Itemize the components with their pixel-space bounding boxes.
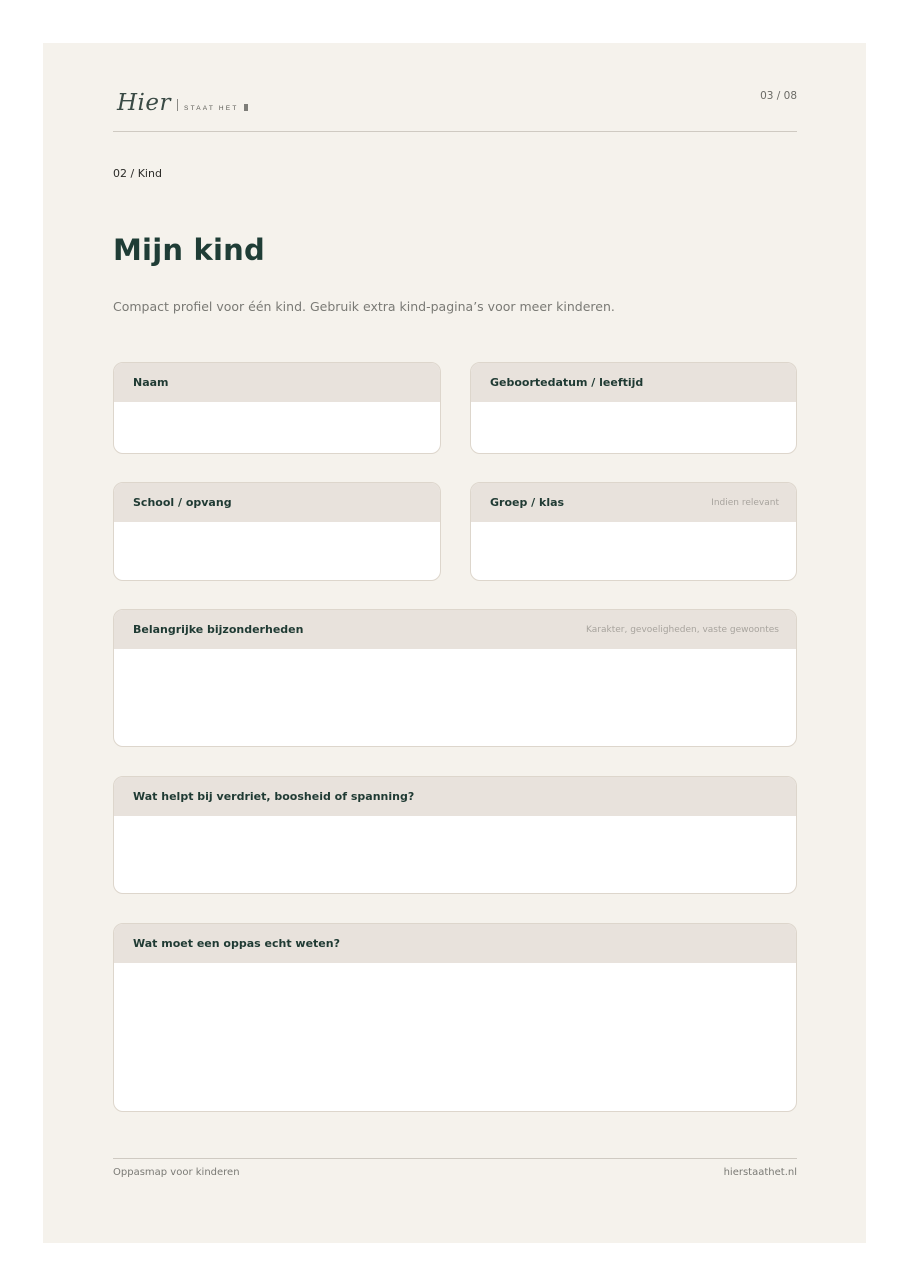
document-page: [43, 43, 866, 1243]
field-geboortedatum[interactable]: [470, 362, 797, 454]
footer-website: hierstaathet.nl: [723, 1167, 797, 1178]
section-label: 02 / Kind: [113, 167, 162, 180]
field-bijzonderheden[interactable]: [113, 609, 797, 747]
field-hint: Karakter, gevoeligheden, vaste gewoontes: [586, 624, 779, 635]
brand-word: Hier: [117, 90, 172, 116]
field-header: [471, 483, 796, 522]
page-title: Mijn kind: [113, 233, 265, 267]
header-divider: [113, 131, 797, 132]
brand-logo: [117, 90, 248, 116]
page-indicator: 03 / 08: [760, 90, 797, 102]
field-header: [114, 363, 440, 402]
brand-divider: [177, 99, 178, 111]
field-label: Wat moet een oppas echt weten?: [133, 937, 340, 950]
field-header: [114, 483, 440, 522]
field-groep[interactable]: [470, 482, 797, 581]
field-label: Wat helpt bij verdriet, boosheid of spanning?: [133, 790, 415, 803]
bookmark-icon: [244, 104, 248, 111]
field-label: Belangrijke bijzonderheden: [133, 623, 304, 636]
footer-title: Oppasmap voor kinderen: [113, 1167, 240, 1178]
field-school[interactable]: [113, 482, 441, 581]
field-header: [114, 777, 796, 816]
field-oppas[interactable]: [113, 923, 797, 1112]
field-header: [114, 924, 796, 963]
field-header: [471, 363, 796, 402]
field-label: Groep / klas: [490, 496, 565, 509]
page-subtitle: Compact profiel voor één kind. Gebruik extra kind-pagina’s voor meer kinderen.: [113, 299, 615, 314]
field-header: [114, 610, 796, 649]
field-hint: Indien relevant: [711, 497, 779, 508]
field-label: Geboortedatum / leeftijd: [490, 376, 644, 389]
page-content: [113, 43, 797, 1243]
field-naam[interactable]: [113, 362, 441, 454]
field-label: School / opvang: [133, 496, 232, 509]
footer-divider: [113, 1158, 797, 1159]
brand-subtitle: STAAT HET: [184, 105, 239, 112]
field-label: Naam: [133, 376, 169, 389]
field-verdriet[interactable]: [113, 776, 797, 894]
